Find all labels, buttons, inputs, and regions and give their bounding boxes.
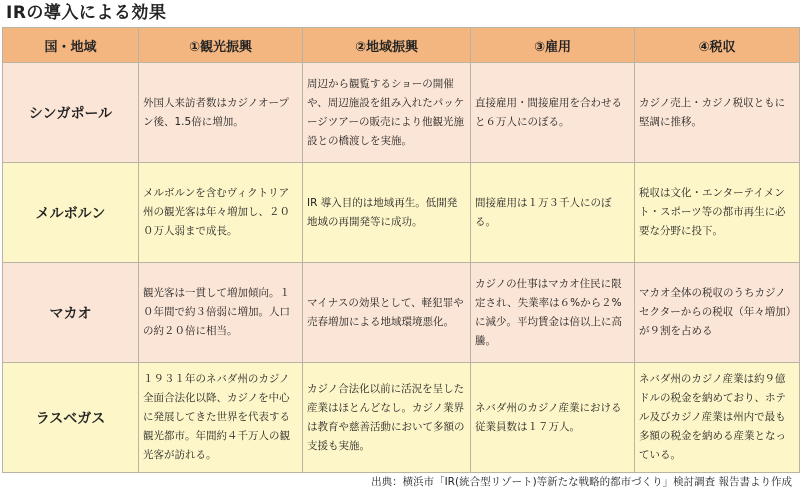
header-tourism: ①観光振興 bbox=[139, 28, 303, 63]
region-cell: マカオ bbox=[3, 263, 139, 363]
employment-cell: 直接雇用・間接雇用を合わせると６万人にのぼる。 bbox=[471, 63, 635, 163]
region-cell: ラスベガス bbox=[3, 363, 139, 473]
tax-cell: 税収は文化・エンターテイメント・スポーツ等の都市再生に必要な分野に投下。 bbox=[635, 163, 800, 263]
table-row bbox=[3, 263, 800, 363]
table-row bbox=[3, 363, 800, 473]
tourism-cell: １９３１年のネバダ州のカジノ全面合法化以降、カジノを中心に発展してきた世界を代表する観光都市。年間約４千万人の観光客が訪れる。 bbox=[139, 363, 303, 473]
tax-cell: マカオ全体の税収のうちカジノセクターからの税収（年々増加）が９割を占める bbox=[635, 263, 800, 363]
table-header-row bbox=[3, 28, 800, 63]
page-title: IRの導入による効果 bbox=[6, 3, 167, 23]
regional-cell: IR 導入目的は地域再生。低開発地域の再開発等に成功。 bbox=[303, 163, 471, 263]
tourism-cell: 外国人来訪者数はカジノオープン後、1.5倍に増加。 bbox=[139, 63, 303, 163]
region-cell: メルボルン bbox=[3, 163, 139, 263]
employment-cell: ネバダ州のカジノ産業における従業員数は１７万人。 bbox=[471, 363, 635, 473]
tourism-cell: 観光客は一貫して増加傾向。１０年間で約３倍弱に増加。人口の約２０倍に相当。 bbox=[139, 263, 303, 363]
regional-cell: 周辺から観覧するショーの開催や、周辺施設を組み入れたパッケージツアーの販売により他観光施設との橋渡しを実施。 bbox=[303, 63, 471, 163]
employment-cell: 間接雇用は１万３千人にのぼる。 bbox=[471, 163, 635, 263]
header-regional: ②地域振興 bbox=[303, 28, 471, 63]
tourism-cell: メルボルンを含むヴィクトリア州の観光客は年々増加し、２００万人弱まで成長。 bbox=[139, 163, 303, 263]
header-employment: ③雇用 bbox=[471, 28, 635, 63]
table-row bbox=[3, 163, 800, 263]
regional-cell: マイナスの効果として、軽犯罪や売春増加による地域環境悪化。 bbox=[303, 263, 471, 363]
region-cell: シンガポール bbox=[3, 63, 139, 163]
header-tax: ④税収 bbox=[635, 28, 800, 63]
header-region: 国・地域 bbox=[3, 28, 139, 63]
employment-cell: カジノの仕事はマカオ住民に限定され、失業率は６%から２%に減少。平均賃金は倍以上に高騰。 bbox=[471, 263, 635, 363]
regional-cell: カジノ合法化以前に活況を呈した産業はほとんどなし。カジノ業界は教育や慈善活動において多額の支援も実施。 bbox=[303, 363, 471, 473]
tax-cell: ネバダ州のカジノ産業は約９億ドルの税金を納めており、ホテル及びカジノ産業は州内で最も多額の税金を納める産業となっている。 bbox=[635, 363, 800, 473]
table-row bbox=[3, 63, 800, 163]
ir-effects-table bbox=[2, 27, 800, 473]
tax-cell: カジノ売上・カジノ税収ともに堅調に推移。 bbox=[635, 63, 800, 163]
source-note: 出典：横浜市「IR(統合型リゾート)等新たな戦略的都市づくり」検討調査 報告書より作成 bbox=[371, 476, 792, 488]
